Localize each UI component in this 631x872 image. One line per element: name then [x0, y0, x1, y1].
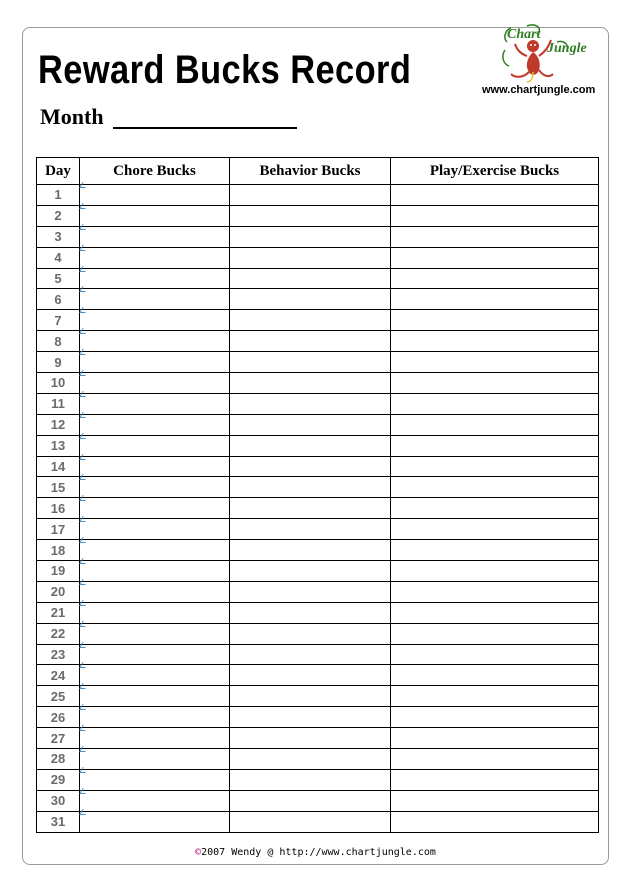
table-row [37, 373, 599, 394]
day-number: 7 [37, 310, 80, 331]
behavior-bucks-cell[interactable] [230, 749, 391, 770]
chore-bucks-cell[interactable] [80, 247, 230, 268]
logo-text-jungle: Jungle [547, 41, 587, 56]
behavior-bucks-cell[interactable] [230, 519, 391, 540]
table-row [37, 707, 599, 728]
behavior-bucks-cell[interactable] [230, 352, 391, 373]
play-exercise-bucks-cell[interactable] [391, 811, 599, 832]
behavior-bucks-cell[interactable] [230, 707, 391, 728]
chore-bucks-cell[interactable] [80, 226, 230, 247]
play-exercise-bucks-cell[interactable] [391, 519, 599, 540]
chore-bucks-cell[interactable] [80, 393, 230, 414]
logo-url[interactable]: www.chartjungle.com [482, 84, 596, 96]
play-exercise-bucks-cell[interactable] [391, 226, 599, 247]
day-number: 12 [37, 414, 80, 435]
play-exercise-bucks-cell[interactable] [391, 393, 599, 414]
day-number: 28 [37, 749, 80, 770]
behavior-bucks-cell[interactable] [230, 435, 391, 456]
play-exercise-bucks-cell[interactable] [391, 686, 599, 707]
play-exercise-bucks-cell[interactable] [391, 435, 599, 456]
day-number: 18 [37, 540, 80, 561]
row-tick-mark [79, 767, 88, 773]
table-row [37, 561, 599, 582]
chore-bucks-cell[interactable] [80, 435, 230, 456]
day-number: 22 [37, 623, 80, 644]
behavior-bucks-cell[interactable] [230, 247, 391, 268]
table-row [37, 289, 599, 310]
play-exercise-bucks-cell[interactable] [391, 540, 599, 561]
play-exercise-bucks-cell[interactable] [391, 790, 599, 811]
table-row [37, 665, 599, 686]
play-exercise-bucks-cell[interactable] [391, 310, 599, 331]
row-tick-mark [79, 307, 88, 313]
table-row [37, 268, 599, 289]
chore-bucks-cell[interactable] [80, 331, 230, 352]
row-tick-mark [79, 474, 88, 480]
chartjungle-logo[interactable] [497, 20, 597, 84]
chore-bucks-cell[interactable] [80, 352, 230, 373]
chore-bucks-cell[interactable] [80, 540, 230, 561]
day-number: 6 [37, 289, 80, 310]
chore-bucks-cell[interactable] [80, 498, 230, 519]
day-number: 11 [37, 393, 80, 414]
row-tick-mark [79, 370, 88, 376]
row-tick-mark [79, 349, 88, 355]
behavior-bucks-cell[interactable] [230, 373, 391, 394]
month-input-line[interactable] [113, 127, 297, 129]
table-row [37, 414, 599, 435]
play-exercise-bucks-cell[interactable] [391, 289, 599, 310]
table-row [37, 769, 599, 790]
chore-bucks-cell[interactable] [80, 665, 230, 686]
table-row [37, 602, 599, 623]
row-tick-mark [79, 516, 88, 522]
behavior-bucks-cell[interactable] [230, 769, 391, 790]
behavior-bucks-cell[interactable] [230, 665, 391, 686]
day-number: 4 [37, 247, 80, 268]
chore-bucks-cell[interactable] [80, 289, 230, 310]
day-number: 24 [37, 665, 80, 686]
table-row [37, 623, 599, 644]
day-number: 29 [37, 769, 80, 790]
row-tick-mark [79, 725, 88, 731]
table-row [37, 540, 599, 561]
day-number: 16 [37, 498, 80, 519]
play-exercise-bucks-header: Play/Exercise Bucks [391, 158, 599, 185]
chore-bucks-cell[interactable] [80, 268, 230, 289]
day-number: 17 [37, 519, 80, 540]
behavior-bucks-header: Behavior Bucks [230, 158, 391, 185]
table-row [37, 728, 599, 749]
table-row [37, 352, 599, 373]
table-row [37, 811, 599, 832]
play-exercise-bucks-cell[interactable] [391, 477, 599, 498]
behavior-bucks-cell[interactable] [230, 477, 391, 498]
day-number: 30 [37, 790, 80, 811]
day-number: 13 [37, 435, 80, 456]
behavior-bucks-cell[interactable] [230, 268, 391, 289]
footer [0, 847, 631, 859]
day-number: 5 [37, 268, 80, 289]
play-exercise-bucks-cell[interactable] [391, 561, 599, 582]
table-row [37, 456, 599, 477]
play-exercise-bucks-cell[interactable] [391, 456, 599, 477]
footer-text: 2007 Wendy @ http://www.chartjungle.com [201, 847, 436, 858]
chore-bucks-cell[interactable] [80, 581, 230, 602]
day-number: 27 [37, 728, 80, 749]
behavior-bucks-cell[interactable] [230, 540, 391, 561]
table-row [37, 205, 599, 226]
day-number: 10 [37, 373, 80, 394]
play-exercise-bucks-cell[interactable] [391, 352, 599, 373]
day-number: 23 [37, 644, 80, 665]
day-number: 1 [37, 185, 80, 206]
play-exercise-bucks-cell[interactable] [391, 602, 599, 623]
play-exercise-bucks-cell[interactable] [391, 414, 599, 435]
chore-bucks-cell[interactable] [80, 456, 230, 477]
play-exercise-bucks-cell[interactable] [391, 331, 599, 352]
table-row [37, 790, 599, 811]
behavior-bucks-cell[interactable] [230, 728, 391, 749]
chore-bucks-cell[interactable] [80, 644, 230, 665]
row-tick-mark [79, 558, 88, 564]
play-exercise-bucks-cell[interactable] [391, 665, 599, 686]
behavior-bucks-cell[interactable] [230, 331, 391, 352]
behavior-bucks-cell[interactable] [230, 226, 391, 247]
table-row [37, 393, 599, 414]
chore-bucks-cell[interactable] [80, 749, 230, 770]
chore-bucks-cell[interactable] [80, 686, 230, 707]
day-number: 15 [37, 477, 80, 498]
behavior-bucks-cell[interactable] [230, 393, 391, 414]
chore-bucks-cell[interactable] [80, 519, 230, 540]
chore-bucks-cell[interactable] [80, 769, 230, 790]
behavior-bucks-cell[interactable] [230, 686, 391, 707]
behavior-bucks-cell[interactable] [230, 561, 391, 582]
day-number: 3 [37, 226, 80, 247]
chore-bucks-cell[interactable] [80, 205, 230, 226]
table-row [37, 247, 599, 268]
day-header: Day [37, 158, 80, 185]
chore-bucks-cell[interactable] [80, 414, 230, 435]
play-exercise-bucks-cell[interactable] [391, 644, 599, 665]
chore-bucks-cell[interactable] [80, 310, 230, 331]
row-tick-mark [79, 746, 88, 752]
play-exercise-bucks-cell[interactable] [391, 623, 599, 644]
play-exercise-bucks-cell[interactable] [391, 373, 599, 394]
row-tick-mark [79, 495, 88, 501]
chore-bucks-cell[interactable] [80, 623, 230, 644]
table-row [37, 185, 599, 206]
play-exercise-bucks-cell[interactable] [391, 707, 599, 728]
play-exercise-bucks-cell[interactable] [391, 498, 599, 519]
table-row [37, 749, 599, 770]
table-row [37, 435, 599, 456]
day-number: 20 [37, 581, 80, 602]
row-tick-mark [79, 328, 88, 334]
chore-bucks-header: Chore Bucks [80, 158, 230, 185]
reward-table-container [36, 157, 598, 834]
play-exercise-bucks-cell[interactable] [391, 268, 599, 289]
table-row [37, 644, 599, 665]
table-row [37, 686, 599, 707]
day-number: 31 [37, 811, 80, 832]
page-title: Reward Bucks Record [38, 48, 412, 92]
table-header-row [37, 158, 599, 185]
chore-bucks-cell[interactable] [80, 561, 230, 582]
row-tick-mark [79, 182, 88, 188]
table-row [37, 310, 599, 331]
table-row [37, 331, 599, 352]
behavior-bucks-cell[interactable] [230, 185, 391, 206]
behavior-bucks-cell[interactable] [230, 310, 391, 331]
table-body [37, 185, 599, 833]
behavior-bucks-cell[interactable] [230, 644, 391, 665]
behavior-bucks-cell[interactable] [230, 790, 391, 811]
day-number: 8 [37, 331, 80, 352]
row-tick-mark [79, 579, 88, 585]
chore-bucks-cell[interactable] [80, 728, 230, 749]
day-number: 9 [37, 352, 80, 373]
chore-bucks-cell[interactable] [80, 790, 230, 811]
chore-bucks-cell[interactable] [80, 602, 230, 623]
play-exercise-bucks-cell[interactable] [391, 185, 599, 206]
day-number: 19 [37, 561, 80, 582]
chore-bucks-cell[interactable] [80, 373, 230, 394]
logo-text-chart: Chart [507, 27, 541, 42]
behavior-bucks-cell[interactable] [230, 289, 391, 310]
behavior-bucks-cell[interactable] [230, 205, 391, 226]
day-number: 26 [37, 707, 80, 728]
chore-bucks-cell[interactable] [80, 185, 230, 206]
row-tick-mark [79, 704, 88, 710]
copyright-symbol: © [195, 847, 202, 858]
day-number: 21 [37, 602, 80, 623]
table-row [37, 519, 599, 540]
behavior-bucks-cell[interactable] [230, 414, 391, 435]
month-label: Month [40, 104, 104, 129]
behavior-bucks-cell[interactable] [230, 498, 391, 519]
chore-bucks-cell[interactable] [80, 707, 230, 728]
play-exercise-bucks-cell[interactable] [391, 581, 599, 602]
reward-table [36, 157, 599, 833]
row-tick-mark [79, 683, 88, 689]
table-row [37, 226, 599, 247]
play-exercise-bucks-cell[interactable] [391, 247, 599, 268]
row-tick-mark [79, 537, 88, 543]
chore-bucks-cell[interactable] [80, 477, 230, 498]
play-exercise-bucks-cell[interactable] [391, 728, 599, 749]
table-row [37, 477, 599, 498]
day-number: 2 [37, 205, 80, 226]
row-tick-mark [79, 286, 88, 292]
behavior-bucks-cell[interactable] [230, 602, 391, 623]
table-row [37, 581, 599, 602]
behavior-bucks-cell[interactable] [230, 456, 391, 477]
play-exercise-bucks-cell[interactable] [391, 205, 599, 226]
behavior-bucks-cell[interactable] [230, 623, 391, 644]
table-row [37, 498, 599, 519]
day-number: 25 [37, 686, 80, 707]
day-number: 14 [37, 456, 80, 477]
behavior-bucks-cell[interactable] [230, 811, 391, 832]
play-exercise-bucks-cell[interactable] [391, 769, 599, 790]
behavior-bucks-cell[interactable] [230, 581, 391, 602]
play-exercise-bucks-cell[interactable] [391, 749, 599, 770]
chore-bucks-cell[interactable] [80, 811, 230, 832]
row-tick-mark [79, 662, 88, 668]
